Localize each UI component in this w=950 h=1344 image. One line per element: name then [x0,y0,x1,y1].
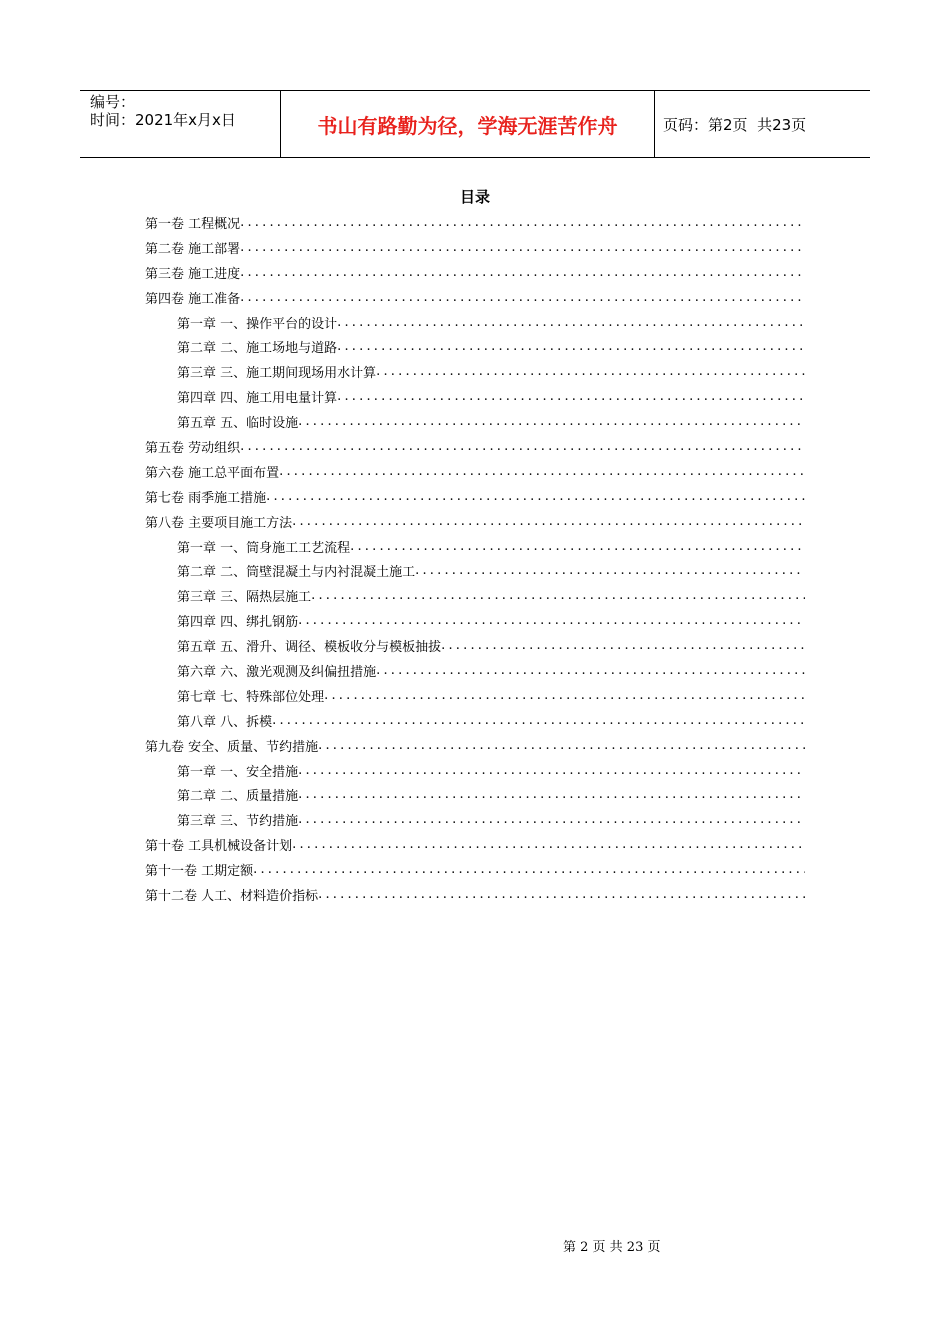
header-left-cell [80,91,281,157]
toc-entry[interactable] [145,359,805,384]
toc-leader-dots [266,489,805,504]
toc-leader-dots [253,862,805,877]
toc-entry-label: 第六章 六、激光观测及纠偏扭措施 [177,664,377,680]
toc-entry[interactable] [145,782,805,807]
toc-entry[interactable] [145,534,805,559]
table-of-contents [145,210,805,907]
toc-entry-label: 第一章 一、安全措施 [177,764,299,780]
toc-entry-label: 第八章 八、拆模 [177,714,273,730]
toc-entry-label: 第四章 四、施工用电量计算 [177,391,338,407]
toc-entry-label: 第一章 一、操作平台的设计 [177,316,338,332]
toc-entry-label: 第二章 二、筒壁混凝土与内衬混凝土施工 [177,565,416,581]
toc-entry-label: 第十卷 工具机械设备计划 [145,839,293,855]
toc-entry-label: 第九卷 安全、质量、节约措施 [145,739,319,755]
toc-entry-label: 第五章 五、滑升、调径、模板收分与模板抽拔 [177,640,442,656]
toc-entry-label: 第六卷 施工总平面布置 [145,465,280,481]
toc-entry[interactable] [145,334,805,359]
toc-entry[interactable] [145,210,805,235]
toc-entry-label: 第四章 四、绑扎钢筋 [177,615,299,631]
toc-leader-dots [318,887,805,902]
document-time-label: 时间：2021年x月x日 [90,111,236,129]
toc-leader-dots [292,514,805,529]
toc-entry[interactable] [145,509,805,534]
toc-leader-dots [324,688,805,703]
header-motto: 书山有路勤为径，学海无涯苦作舟 [317,113,618,138]
toc-entry[interactable] [145,807,805,832]
toc-leader-dots [337,389,805,404]
toc-entry-label: 第七卷 雨季施工措施 [145,490,267,506]
toc-entry[interactable] [145,683,805,708]
toc-entry-label: 第一卷 工程概况 [145,216,241,232]
toc-entry[interactable] [145,260,805,285]
toc-entry-label: 第五卷 劳动组织 [145,440,241,456]
toc-leader-dots [272,713,805,728]
toc-leader-dots [318,738,805,753]
toc-entry-label: 第二章 二、质量措施 [177,789,299,805]
toc-entry[interactable] [145,384,805,409]
toc-entry-label: 第二卷 施工部署 [145,241,241,257]
toc-entry[interactable] [145,409,805,434]
toc-leader-dots [298,787,805,802]
toc-leader-dots [350,539,805,554]
toc-leader-dots [240,265,805,280]
toc-entry[interactable] [145,832,805,857]
toc-leader-dots [240,439,805,454]
page-header [80,90,870,158]
toc-leader-dots [311,588,805,603]
toc-leader-dots [240,215,805,230]
toc-entry-label: 第四卷 施工准备 [145,291,241,307]
toc-entry[interactable] [145,733,805,758]
toc-leader-dots [298,613,805,628]
header-page-label: 页码：第2页 共23页 [663,115,807,134]
toc-leader-dots [240,240,805,255]
toc-entry[interactable] [145,434,805,459]
toc-entry-label: 第三章 三、隔热层施工 [177,590,312,606]
header-page-cell [655,91,870,157]
toc-entry-label: 第三卷 施工进度 [145,266,241,282]
toc-leader-dots [441,638,805,653]
toc-entry[interactable] [145,484,805,509]
page-footer: 第 2 页 共 23 页 [563,1240,661,1255]
toc-leader-dots [337,339,805,354]
toc-entry-label: 第二章 二、施工场地与道路 [177,341,338,357]
toc-entry[interactable] [145,633,805,658]
toc-leader-dots [279,464,805,479]
toc-entry[interactable] [145,758,805,783]
toc-entry[interactable] [145,882,805,907]
toc-leader-dots [292,837,805,852]
toc-entry-label: 第一章 一、筒身施工工艺流程 [177,540,351,556]
toc-entry-label: 第十二卷 人工、材料造价指标 [145,888,319,904]
toc-leader-dots [376,364,805,379]
toc-leader-dots [337,315,805,330]
toc-entry-label: 第八卷 主要项目施工方法 [145,515,293,531]
toc-entry-label: 第三章 三、节约措施 [177,814,299,830]
toc-entry[interactable] [145,608,805,633]
toc-entry[interactable] [145,583,805,608]
toc-entry-label: 第十一卷 工期定额 [145,864,254,880]
toc-leader-dots [240,290,805,305]
toc-leader-dots [298,763,805,778]
toc-title: 目录 [459,188,490,206]
toc-entry-label: 第三章 三、施工期间现场用水计算 [177,366,377,382]
toc-leader-dots [298,414,805,429]
toc-entry[interactable] [145,708,805,733]
toc-entry[interactable] [145,310,805,335]
toc-leader-dots [376,663,805,678]
toc-entry-label: 第七章 七、特殊部位处理 [177,689,325,705]
document-number-label: 编号： [90,93,136,111]
toc-entry[interactable] [145,235,805,260]
toc-entry[interactable] [145,285,805,310]
header-motto-cell [281,91,655,157]
toc-entry[interactable] [145,459,805,484]
toc-entry[interactable] [145,658,805,683]
toc-entry-label: 第五章 五、临时设施 [177,416,299,432]
toc-leader-dots [298,812,805,827]
toc-leader-dots [415,563,805,578]
toc-entry[interactable] [145,857,805,882]
toc-entry[interactable] [145,558,805,583]
